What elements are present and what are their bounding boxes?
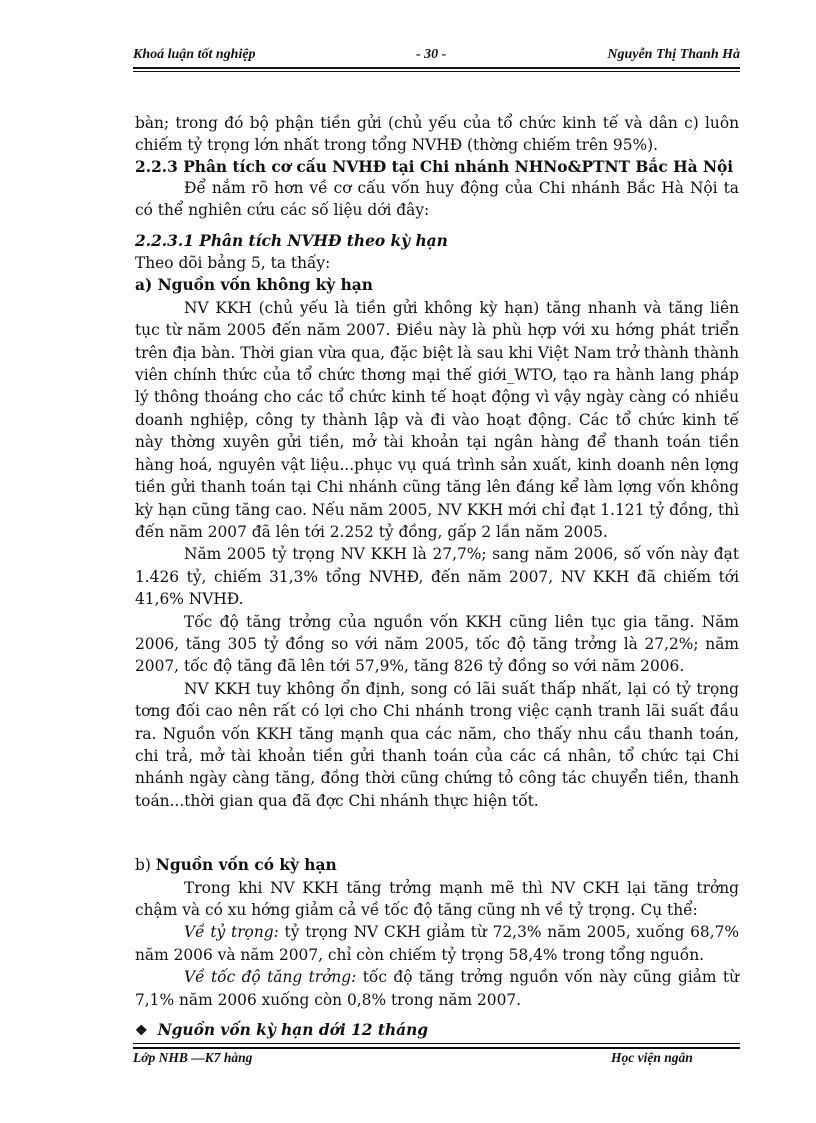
page-body [135,112,739,1042]
bullet-heading-text: Nguồn vốn kỳ hạn dới 12 tháng [157,1021,429,1040]
part-a-paragraph-3: Tốc độ tăng trởng của nguồn vốn KKH cũng liên tục gia tăng. Năm 2006, tăng 305 tỷ đồng so với năm 2005, tốc độ tăng trởng là 27,2%; năm 2007, tốc độ tăng đã lên tới 57,9%, tăng 826 tỷ đồng so với năm 2006. [135,612,739,676]
part-b-paragraph-1: Trong khi NV KKH tăng trởng mạnh mẽ thì NV CKH lại tăng trởng chậm và có xu hớng giảm cả về tốc độ tăng cũng nh về tỷ trọng. Cụ thể: [135,878,739,919]
bullet-heading [135,1019,739,1042]
footer-rule-thin [133,1043,740,1044]
header-rule-thick [133,67,740,69]
section-heading: 2.2.3 Phân tích cơ cấu NVHĐ tại Chi nhánh NHNo&PTNT Bắc Hà Nội [135,157,734,176]
part-a-paragraph-2: Năm 2005 tỷ trọng NV KKH là 27,7%; sang năm 2006, số vốn này đạt 1.426 tỷ, chiếm 31,3% tổng NVHĐ, đến năm 2007, NV KKH đã chiếm tới 41,6% NVHĐ. [135,545,739,609]
header-thesis-label: Khoá luận tốt nghiệp [133,47,256,62]
part-b-paragraph-2 [135,921,739,966]
part-a-paragraph-1: NV KKH (chủ yếu là tiền gửi không kỳ hạn) tăng nhanh và tăng liên tục từ năm 2005 đến năm 2007. Điều này là phù hợp với xu hớng phát triển trên địa bàn. Thời gian vừa qua, đặc biệt là sau khi Việt Nam trở thành thành viên chính thức của tổ chức thơng mại thế giới_WTO, tạo ra hành lang pháp lý thông thoáng cho các tổ chức kinh tế hoạt động vì vậy ngày càng có nhiều doanh nghiệp, công ty thành lập và đi vào hoạt động. Các tổ chức kinh tế này thờng xuyên gửi tiền, mở tài khoản tại ngân hàng để thanh toán tiền hàng hoá, nguyên vật liệu...phục vụ quá trình sản xuất, kinh doanh nên lợng tiền gửi thanh toán tại Chi nhánh cũng tăng lên đáng kể làm lợng vốn không kỳ hạn cũng tăng cao. Nếu năm 2005, NV KKH mới chỉ đạt 1.121 tỷ đồng, thì đến năm 2007 đã lên tới 2.252 tỷ đồng, gấp 2 lần năm 2005. [135,298,739,541]
follow-text: Theo dõi bảng 5, ta thấy: [135,254,331,273]
footer-class-label: Lớp NHB —K7 hàng [133,1050,253,1065]
proportion-label: Về tỷ trọng: [184,923,279,942]
header-author-name: Nguyễn Thị Thanh Hà [607,47,740,62]
part-b-paragraph-3 [135,966,739,1011]
part-a-paragraph-4: NV KKH tuy không ổn định, song có lãi suất thấp nhất, lại có tỷ trọng tơng đối cao nên rất có lợi cho Chi nhánh trong việc cạnh tranh lãi suất đầu ra. Nguồn vốn KKH tăng mạnh qua các năm, cho thấy nhu cầu thanh toán, chi trả, mở tài khoản tiền gửi thanh toán của các cá nhân, tổ chức tại Chi nhánh ngày càng tăng, đồng thời cũng chứng tỏ công tác chuyển tiền, thanh toán...thời gian qua đã đợc Chi nhánh thực hiện tốt. [135,679,739,810]
header-rule-thin [133,71,740,72]
growth-rate-text: tốc độ tăng trởng nguồn vốn này cũng giảm từ 7,1% năm 2006 xuống còn 0,8% trong năm 2007. [135,968,739,1009]
subsection-heading: 2.2.3.1 Phân tích NVHĐ theo kỳ hạn [135,231,448,250]
footer-rule-thick [133,1047,740,1049]
growth-rate-label: Về tốc độ tăng trởng: [184,968,357,987]
footer-institution-label: Học viện ngân [611,1050,693,1065]
part-b-heading [135,854,739,876]
header-page-number: - 30 - [416,47,447,62]
paragraph-gap [135,812,739,854]
section-intro-paragraph: Để nắm rõ hơn về cơ cấu vốn huy động của Chi nhánh Bắc Hà Nội ta có thể nghiên cứu các số liệu dới đây: [135,178,739,220]
part-b-prefix: b) [135,856,156,875]
part-a-heading: a) Nguồn vốn không kỳ hạn [135,276,373,295]
part-b-title: Nguồn vốn có kỳ hạn [155,856,337,875]
intro-paragraph: bàn; trong đó bộ phận tiền gửi (chủ yếu của tổ chức kinh tế và dân c) luôn chiếm tỷ trọng lớn nhất trong tổng NVHĐ (thờng chiếm trên 95%). [135,114,739,155]
diamond-bullet-icon: ❖ [135,1023,148,1040]
proportion-text: tỷ trọng NV CKH giảm từ 72,3% năm 2005, xuống 68,7% năm 2006 và năm 2007, chỉ còn chiếm tỷ trọng 58,4% trong tổng nguồn. [135,923,739,964]
